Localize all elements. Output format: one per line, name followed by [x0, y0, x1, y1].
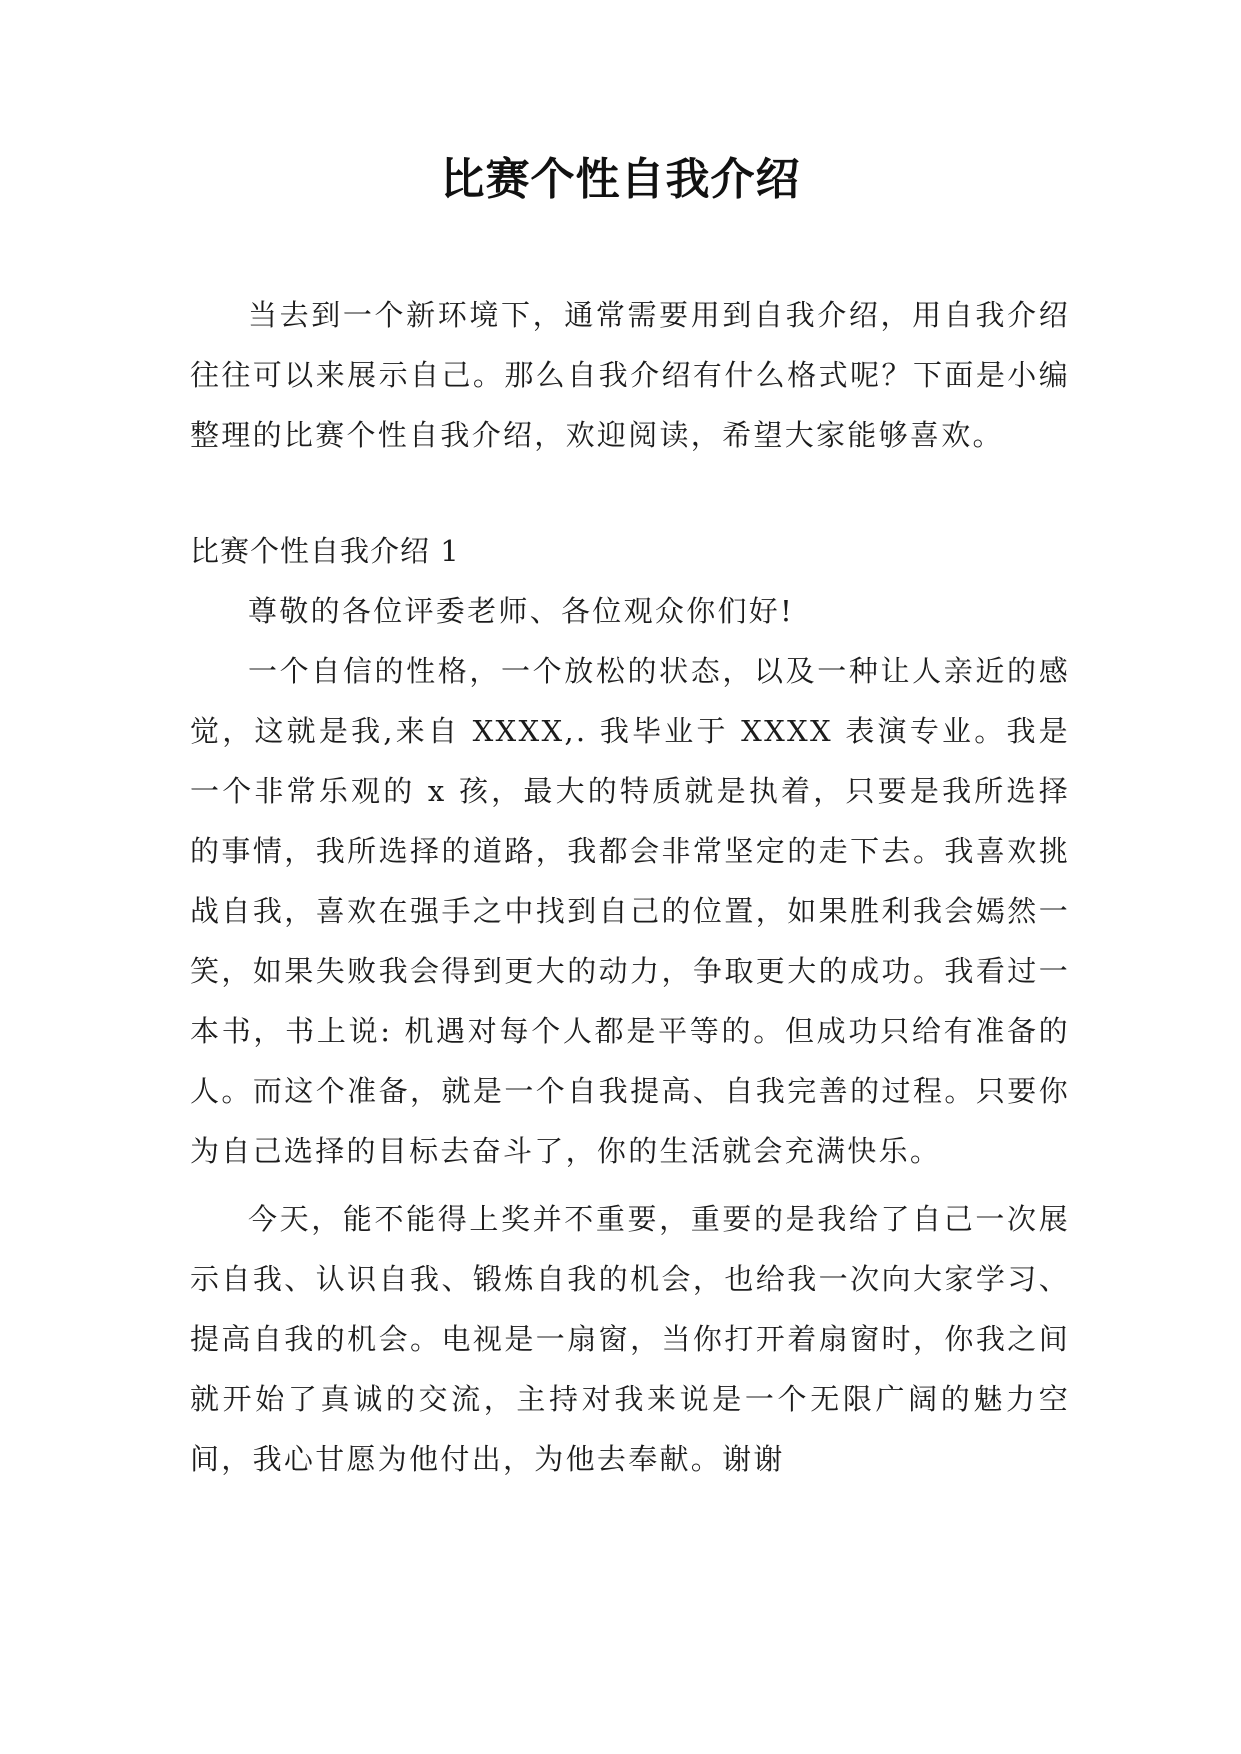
document-body [190, 285, 1070, 1489]
body-paragraph-1: 一个自信的性格，一个放松的状态，以及一种让人亲近的感觉，这就是我,来自 XXXX,. 我毕业于 XXXX 表演专业。我是一个非常乐观的 x 孩，最大的特质就是执着，只要是我所选择的事情，我所选择的道路，我都会非常坚定的走下去。我喜欢挑战自我，喜欢在强手之中找到自己的位置，如果胜利我会嫣然一笑，如果失败我会得到更大的动力，争取更大的成功。我看过一本书，书上说: 机遇对每个人都是平等的。但成功只给有准备的人。而这个准备，就是一个自我提高、自我完善的过程。只要你为自己选择的目标去奋斗了，你的生活就会充满快乐。 [190, 654, 1070, 1168]
document-title: 比赛个性自我介绍 [440, 154, 801, 205]
section-heading: 比赛个性自我介绍 1 [190, 534, 460, 568]
greeting-paragraph: 尊敬的各位评委老师、各位观众你们好! [248, 594, 795, 628]
body-paragraph-2: 今天，能不能得上奖并不重要，重要的是我给了自己一次展示自我、认识自我、锻炼自我的机会，也给我一次向大家学习、提高自我的机会。电视是一扇窗，当你打开着扇窗时，你我之间就开始了真诚的交流，主持对我来说是一个无限广阔的魅力空间，我心甘愿为他付出，为他去奉献。谢谢 [190, 1202, 1070, 1476]
intro-paragraph: 当去到一个新环境下，通常需要用到自我介绍，用自我介绍往往可以来展示自己。那么自我介绍有什么格式呢？下面是小编整理的比赛个性自我介绍，欢迎阅读，希望大家能够喜欢。 [190, 298, 1070, 452]
